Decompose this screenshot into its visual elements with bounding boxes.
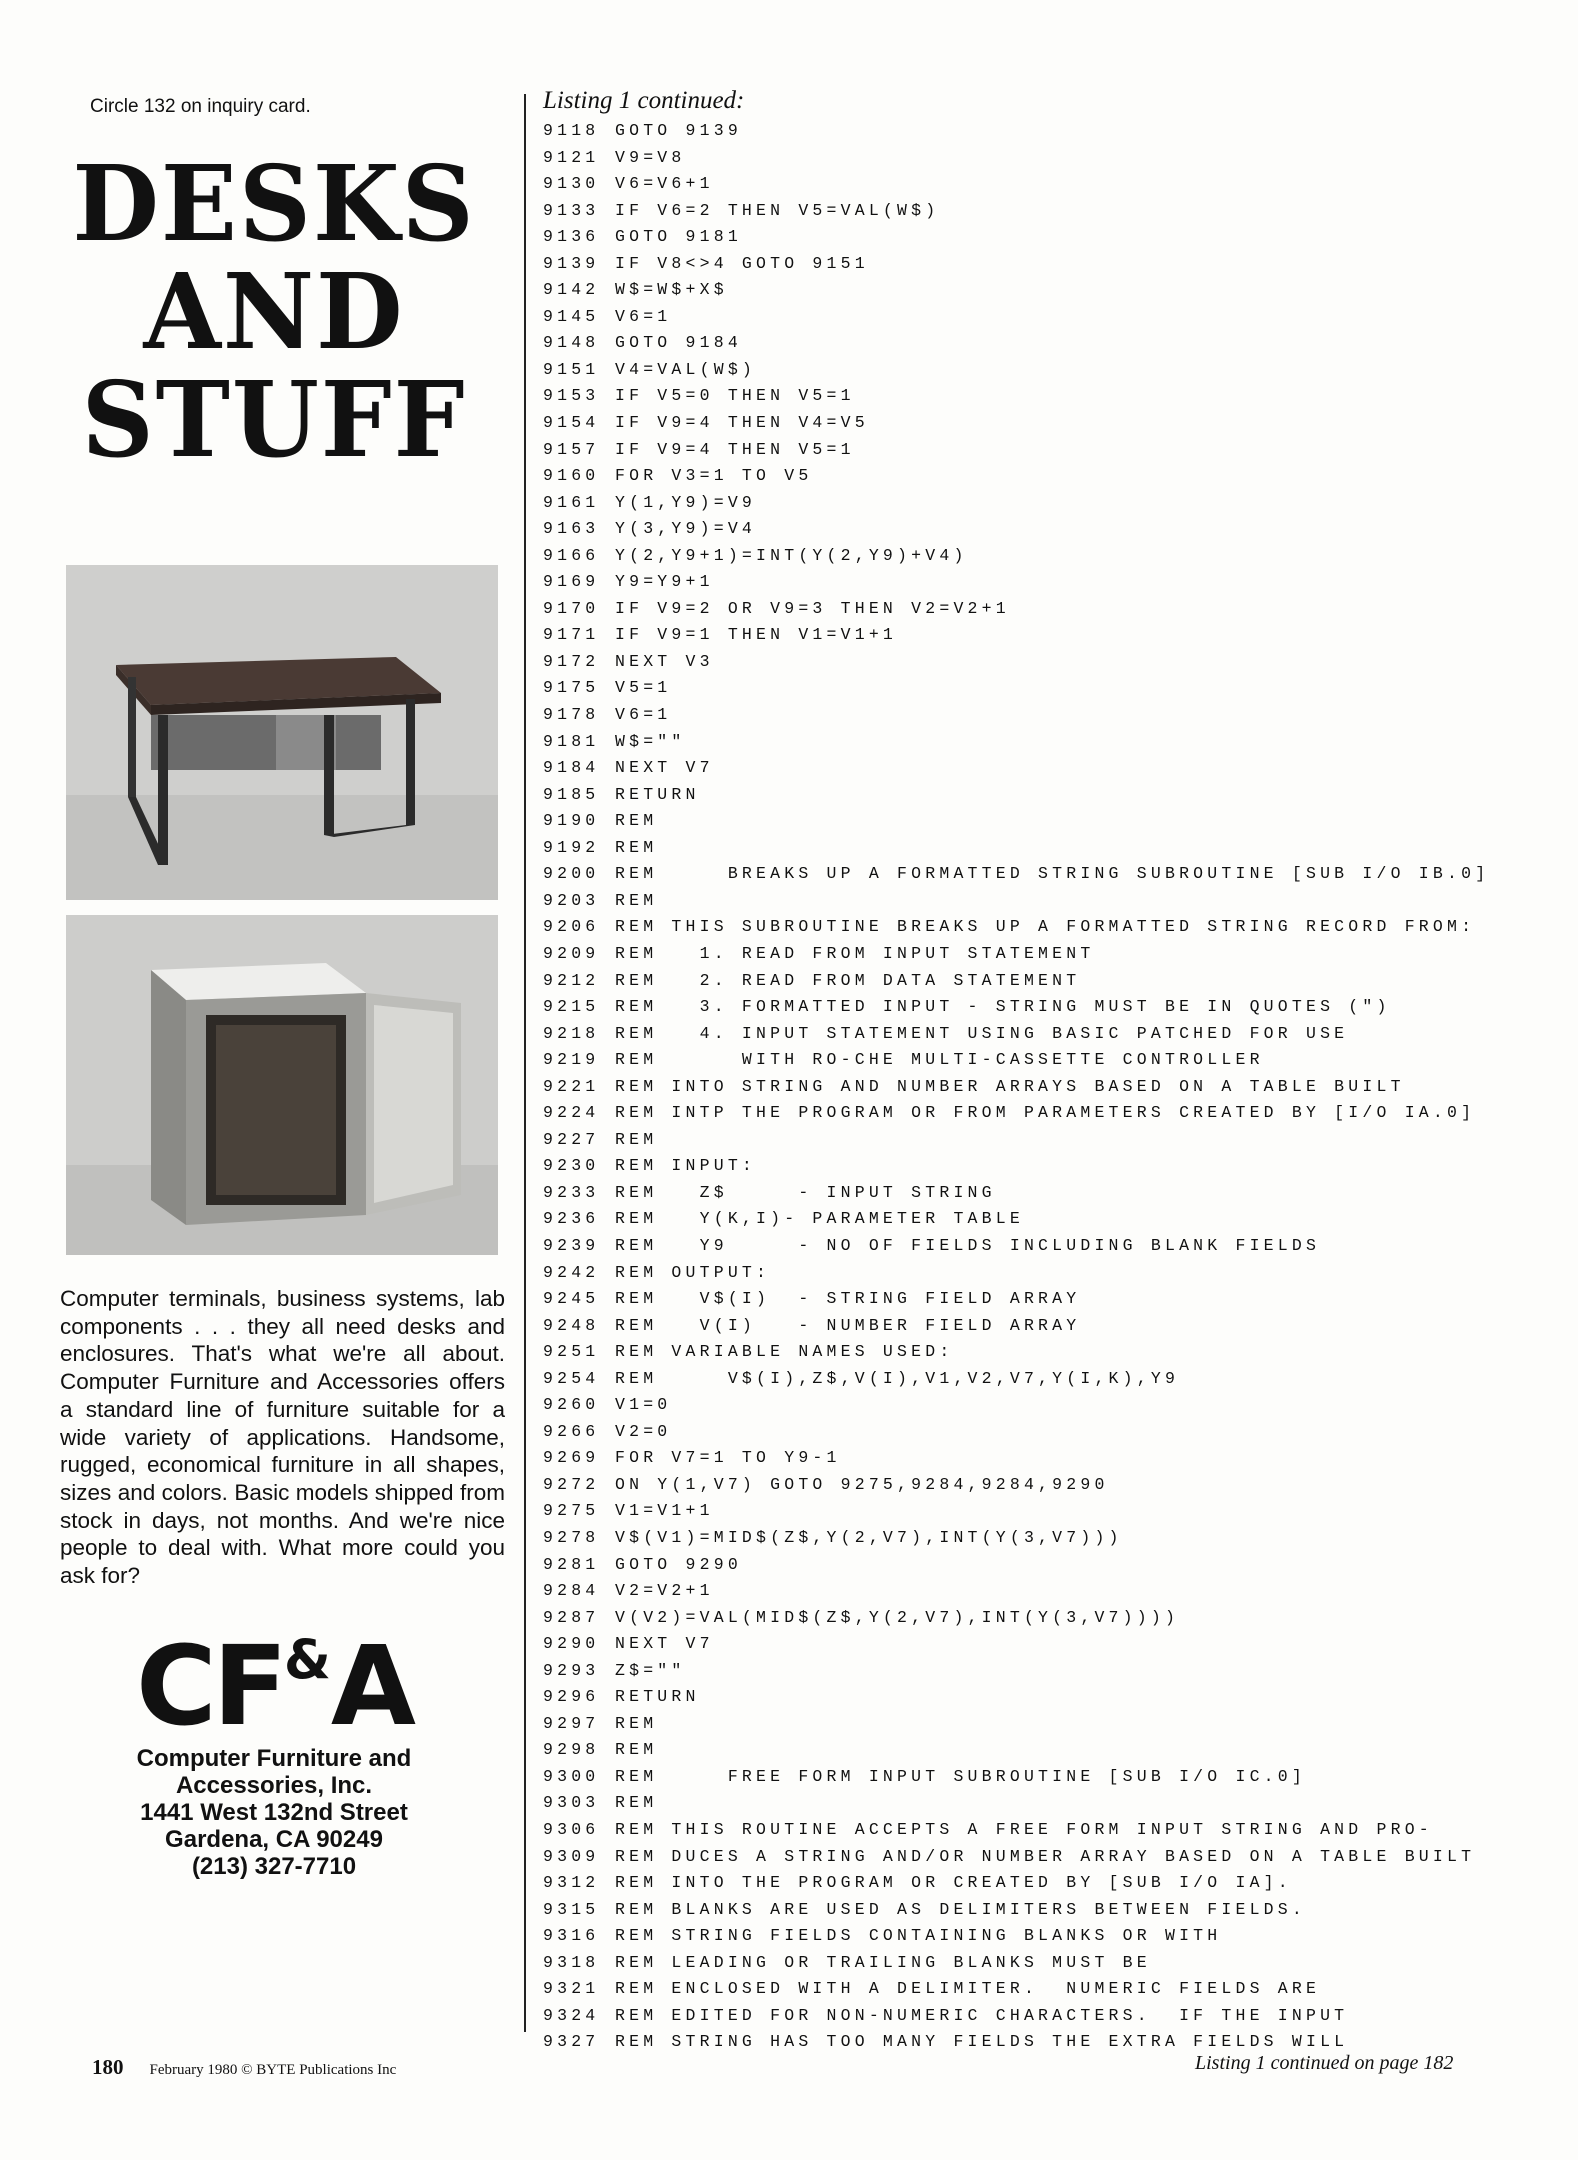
line-number: 9321 <box>543 1979 600 1999</box>
statement: REM 1. READ FROM INPUT STATEMENT <box>615 943 1095 963</box>
line-number: 9293 <box>543 1660 600 1680</box>
code-line <box>543 1790 1553 1817</box>
code-line <box>543 1419 1553 1446</box>
code-line <box>543 1525 1553 1552</box>
line-number: 9163 <box>543 519 600 539</box>
statement: REM Y(K,I)- PARAMETER TABLE <box>615 1209 1024 1229</box>
code-line <box>543 1339 1553 1366</box>
statement: GOTO 9181 <box>615 227 742 247</box>
code-line <box>543 755 1553 782</box>
code-line <box>543 516 1553 543</box>
statement: REM <box>615 837 658 857</box>
address-line: Computer Furniture and <box>136 1745 412 1772</box>
page-footer <box>92 2055 396 2080</box>
code-line <box>543 622 1553 649</box>
code-line <box>543 569 1553 596</box>
code-line <box>543 1127 1553 1154</box>
code-line <box>543 914 1553 941</box>
line-number: 9145 <box>543 306 600 326</box>
statement: V6=1 <box>615 705 672 725</box>
code-line <box>543 1047 1553 1074</box>
code-line <box>543 808 1553 835</box>
statement: GOTO 9290 <box>615 1554 742 1574</box>
statement: V6=1 <box>615 306 672 326</box>
line-number: 9297 <box>543 1713 600 1733</box>
line-number: 9209 <box>543 943 600 963</box>
line-number: 9169 <box>543 572 600 592</box>
line-number: 9300 <box>543 1766 600 1786</box>
code-line <box>543 649 1553 676</box>
line-number: 9154 <box>543 413 600 433</box>
code-line <box>543 330 1553 357</box>
code-line <box>543 357 1553 384</box>
line-number: 9245 <box>543 1289 600 1309</box>
line-number: 9269 <box>543 1448 600 1468</box>
address-line: Accessories, Inc. <box>175 1772 373 1799</box>
line-number: 9118 <box>543 121 600 140</box>
code-line <box>543 1498 1553 1525</box>
line-number: 9316 <box>543 1926 600 1946</box>
code-line <box>543 994 1553 1021</box>
line-number: 9136 <box>543 227 600 247</box>
line-number: 9190 <box>543 811 600 831</box>
ad-body-copy: Computer terminals, business systems, lab components . . . they all need desks and enclosures. That's what we're all about. Computer Furniture and Accessories offers a standard line of furniture suitable for a wide variety of applications. Handsome, rugged, economical furniture in all shapes, sizes and colors. Basic models shipped from stock in days, not months. And we're nice people to deal with. What more could you ask for? <box>60 1286 505 1589</box>
statement: REM ENCLOSED WITH A DELIMITER. NUMERIC FIELDS ARE <box>615 1979 1321 1999</box>
line-number: 9324 <box>543 2005 600 2025</box>
statement: V$(V1)=MID$(Z$,Y(2,V7),INT(Y(3,V7))) <box>615 1527 1123 1547</box>
line-number: 9160 <box>543 466 600 486</box>
code-line <box>543 2003 1553 2030</box>
statement: REM BLANKS ARE USED AS DELIMITERS BETWEEN FIELDS. <box>615 1899 1306 1919</box>
code-line <box>543 1206 1553 1233</box>
code-line <box>543 1817 1553 1844</box>
publication-line: February 1980 © BYTE Publications Inc <box>149 2062 397 2078</box>
line-number: 9215 <box>543 997 600 1017</box>
line-number: 9327 <box>543 2032 600 2052</box>
line-number: 9227 <box>543 1129 600 1149</box>
line-number: 9151 <box>543 359 600 379</box>
line-number: 9309 <box>543 1846 600 1866</box>
code-line <box>543 145 1553 172</box>
line-number: 9298 <box>543 1740 600 1760</box>
line-number: 9248 <box>543 1315 600 1335</box>
code-line <box>543 1923 1553 1950</box>
code-line <box>543 1976 1553 2003</box>
code-line <box>543 1366 1553 1393</box>
statement: RETURN <box>615 1687 700 1707</box>
line-number: 9148 <box>543 333 600 353</box>
statement: Y(2,Y9+1)=INT(Y(2,Y9)+V4) <box>615 545 968 565</box>
statement: REM WITH RO-CHE MULTI-CASSETTE CONTROLLER <box>615 1050 1264 1070</box>
statement: REM STRING FIELDS CONTAINING BLANKS OR WITH <box>615 1926 1222 1946</box>
code-line <box>543 835 1553 862</box>
statement: NEXT V7 <box>615 1634 714 1654</box>
line-number: 9230 <box>543 1156 600 1176</box>
statement: REM VARIABLE NAMES USED: <box>615 1342 954 1362</box>
code-line <box>543 543 1553 570</box>
code-line <box>543 1313 1553 1340</box>
cabinet-photo <box>66 915 498 1255</box>
code-line <box>543 1605 1553 1632</box>
line-number: 9218 <box>543 1023 600 1043</box>
statement: Y9=Y9+1 <box>615 572 714 592</box>
statement: V1=0 <box>615 1395 672 1415</box>
statement: REM <box>615 890 658 910</box>
code-line <box>543 1552 1553 1579</box>
line-number: 9170 <box>543 598 600 618</box>
code-line <box>543 1180 1553 1207</box>
line-number: 9166 <box>543 545 600 565</box>
line-number: 9184 <box>543 758 600 778</box>
line-number: 9203 <box>543 890 600 910</box>
code-line <box>543 968 1553 995</box>
statement: NEXT V3 <box>615 651 714 671</box>
code-line <box>543 729 1553 756</box>
statement: IF V9=1 THEN V1=V1+1 <box>615 625 898 645</box>
logo-right: A <box>330 1622 413 1750</box>
code-line <box>543 410 1553 437</box>
address-line: (213) 327-7710 <box>191 1853 357 1880</box>
statement: Y(1,Y9)=V9 <box>615 492 757 512</box>
statement: REM THIS SUBROUTINE BREAKS UP A FORMATTED STRING RECORD FROM: <box>615 917 1476 937</box>
statement: REM 4. INPUT STATEMENT USING BASIC PATCHED FOR USE <box>615 1023 1349 1043</box>
line-number: 9278 <box>543 1527 600 1547</box>
code-line <box>543 1844 1553 1871</box>
statement: REM INTO THE PROGRAM OR CREATED BY [SUB I/O IA]. <box>615 1873 1292 1893</box>
line-number: 9178 <box>543 705 600 725</box>
code-line <box>543 118 1553 145</box>
line-number: 9266 <box>543 1421 600 1441</box>
statement: FOR V3=1 TO V5 <box>615 466 813 486</box>
statement: REM FREE FORM INPUT SUBROUTINE [SUB I/O IC.0] <box>615 1766 1306 1786</box>
code-line <box>543 1870 1553 1897</box>
inquiry-note: Circle 132 on inquiry card. <box>90 96 311 117</box>
statement: V6=V6+1 <box>615 174 714 194</box>
desk-illustration <box>66 565 498 900</box>
line-number: 9175 <box>543 678 600 698</box>
code-line <box>543 1950 1553 1977</box>
headline-line: DESKS <box>72 142 476 265</box>
statement: ON Y(1,V7) GOTO 9275,9284,9284,9290 <box>615 1474 1109 1494</box>
code-line <box>543 782 1553 809</box>
listing-continued-note: Listing 1 continued on page 182 <box>1195 2052 1454 2074</box>
code-line <box>543 490 1553 517</box>
statement: V2=V2+1 <box>615 1581 714 1601</box>
cfa-logo <box>50 1600 498 1750</box>
line-number: 9121 <box>543 147 600 167</box>
line-number: 9315 <box>543 1899 600 1919</box>
statement: REM LEADING OR TRAILING BLANKS MUST BE <box>615 1952 1151 1972</box>
code-line <box>543 198 1553 225</box>
line-number: 9281 <box>543 1554 600 1574</box>
code-line <box>543 277 1553 304</box>
ad-headline <box>59 142 489 481</box>
statement: REM <box>615 1713 658 1733</box>
line-number: 9318 <box>543 1952 600 1972</box>
company-address <box>50 1745 498 1880</box>
line-number: 9181 <box>543 731 600 751</box>
line-number: 9236 <box>543 1209 600 1229</box>
code-line <box>543 1578 1553 1605</box>
desk-photo <box>66 565 498 900</box>
statement: IF V9=4 THEN V5=1 <box>615 439 855 459</box>
line-number: 9290 <box>543 1634 600 1654</box>
line-number: 9185 <box>543 784 600 804</box>
statement: IF V9=2 OR V9=3 THEN V2=V2+1 <box>615 598 1010 618</box>
line-number: 9275 <box>543 1501 600 1521</box>
statement: REM INPUT: <box>615 1156 757 1176</box>
statement: GOTO 9184 <box>615 333 742 353</box>
statement: REM Y9 - NO OF FIELDS INCLUDING BLANK FIELDS <box>615 1235 1321 1255</box>
line-number: 9284 <box>543 1581 600 1601</box>
statement: W$="" <box>615 731 686 751</box>
statement: REM INTO STRING AND NUMBER ARRAYS BASED ON A TABLE BUILT <box>615 1076 1405 1096</box>
code-line <box>543 383 1553 410</box>
statement: REM THIS ROUTINE ACCEPTS A FREE FORM INPUT STRING AND PRO- <box>615 1820 1433 1839</box>
code-line <box>543 1021 1553 1048</box>
code-line <box>543 251 1553 278</box>
statement: RETURN <box>615 784 700 804</box>
code-line <box>543 1445 1553 1472</box>
code-line <box>543 1233 1553 1260</box>
statement: V(V2)=VAL(MID$(Z$,Y(2,V7),INT(Y(3,V7)))) <box>615 1607 1180 1627</box>
line-number: 9130 <box>543 174 600 194</box>
address-line: Gardena, CA 90249 <box>165 1826 383 1853</box>
line-number: 9254 <box>543 1368 600 1388</box>
line-number: 9161 <box>543 492 600 512</box>
line-number: 9157 <box>543 439 600 459</box>
code-line <box>543 1764 1553 1791</box>
code-line <box>543 1153 1553 1180</box>
statement: Y(3,Y9)=V4 <box>615 519 757 539</box>
code-line <box>543 1392 1553 1419</box>
line-number: 9172 <box>543 651 600 671</box>
code-line <box>543 941 1553 968</box>
code-line <box>543 888 1553 915</box>
statement: W$=W$+X$ <box>615 280 728 300</box>
line-number: 9251 <box>543 1342 600 1362</box>
line-number: 9133 <box>543 200 600 220</box>
code-listing <box>543 84 1553 2056</box>
code-line <box>543 1897 1553 1924</box>
code-line <box>543 861 1553 888</box>
code-line <box>543 304 1553 331</box>
line-number: 9206 <box>543 917 600 937</box>
code-line <box>543 437 1553 464</box>
code-line <box>543 1711 1553 1738</box>
statement: REM DUCES A STRING AND/OR NUMBER ARRAY BASED ON A TABLE BUILT <box>615 1846 1476 1866</box>
code-line <box>543 1684 1553 1711</box>
statement: V5=1 <box>615 678 672 698</box>
line-number: 9260 <box>543 1395 600 1415</box>
code-lines <box>543 118 1553 2056</box>
code-line <box>543 1286 1553 1313</box>
statement: IF V8<>4 GOTO 9151 <box>615 253 869 273</box>
line-number: 9239 <box>543 1235 600 1255</box>
line-number: 9233 <box>543 1182 600 1202</box>
line-number: 9212 <box>543 970 600 990</box>
statement: V4=VAL(W$) <box>615 359 757 379</box>
statement: REM <box>615 1129 658 1149</box>
statement: REM 2. READ FROM DATA STATEMENT <box>615 970 1081 990</box>
statement: V9=V8 <box>615 147 686 167</box>
line-number: 9200 <box>543 864 600 884</box>
statement: REM 3. FORMATTED INPUT - STRING MUST BE IN QUOTES (") <box>615 997 1391 1017</box>
statement: FOR V7=1 TO Y9-1 <box>615 1448 841 1468</box>
line-number: 9287 <box>543 1607 600 1627</box>
cabinet-illustration <box>66 915 498 1255</box>
statement: REM V$(I),Z$,V(I),V1,V2,V7,Y(I,K),Y9 <box>615 1368 1180 1388</box>
line-number: 9221 <box>543 1076 600 1096</box>
statement: IF V9=4 THEN V4=V5 <box>615 413 869 433</box>
line-number: 9296 <box>543 1687 600 1707</box>
statement: REM EDITED FOR NON-NUMERIC CHARACTERS. IF THE INPUT <box>615 2005 1349 2025</box>
listing-header: Listing 1 continued: <box>543 87 745 114</box>
code-line <box>543 171 1553 198</box>
address-line: 1441 West 132nd Street <box>140 1799 408 1826</box>
statement: REM <box>615 1793 658 1813</box>
statement: REM <box>615 1740 658 1760</box>
line-number: 9219 <box>543 1050 600 1070</box>
line-number: 9139 <box>543 253 600 273</box>
statement: GOTO 9139 <box>615 121 742 140</box>
code-line <box>543 1100 1553 1127</box>
code-line <box>543 702 1553 729</box>
code-line <box>543 1737 1553 1764</box>
statement: IF V6=2 THEN V5=VAL(W$) <box>615 200 940 220</box>
statement: REM INTP THE PROGRAM OR FROM PARAMETERS CREATED BY [I/O IA.0] <box>615 1103 1476 1123</box>
code-line <box>543 1658 1553 1685</box>
statement: REM <box>615 811 658 831</box>
column-divider <box>524 94 526 2032</box>
statement: NEXT V7 <box>615 758 714 778</box>
page-number: 180 <box>92 2055 124 2079</box>
statement: REM V$(I) - STRING FIELD ARRAY <box>615 1289 1081 1309</box>
line-number: 9224 <box>543 1103 600 1123</box>
line-number: 9272 <box>543 1474 600 1494</box>
line-number: 9242 <box>543 1262 600 1282</box>
line-number: 9306 <box>543 1820 600 1839</box>
code-line <box>543 1472 1553 1499</box>
code-line <box>543 1074 1553 1101</box>
code-line <box>543 596 1553 623</box>
statement: REM STRING HAS TOO MANY FIELDS THE EXTRA FIELDS WILL <box>615 2032 1349 2052</box>
statement: REM Z$ - INPUT STRING <box>615 1182 996 1202</box>
line-number: 9153 <box>543 386 600 406</box>
statement: Z$="" <box>615 1660 686 1680</box>
statement: V1=V1+1 <box>615 1501 714 1521</box>
statement: REM V(I) - NUMBER FIELD ARRAY <box>615 1315 1081 1335</box>
headline-line: AND <box>143 250 405 373</box>
code-line <box>543 1260 1553 1287</box>
line-number: 9171 <box>543 625 600 645</box>
logo-ampersand: & <box>283 1628 331 1691</box>
statement: REM BREAKS UP A FORMATTED STRING SUBROUTINE [SUB I/O IB.0] <box>615 864 1490 884</box>
logo-left: CF <box>135 1622 284 1750</box>
statement: IF V5=0 THEN V5=1 <box>615 386 855 406</box>
code-line <box>543 675 1553 702</box>
headline-line: STUFF <box>81 358 467 481</box>
code-line <box>543 1631 1553 1658</box>
line-number: 9192 <box>543 837 600 857</box>
line-number: 9312 <box>543 1873 600 1893</box>
line-number: 9303 <box>543 1793 600 1813</box>
code-line <box>543 463 1553 490</box>
statement: REM OUTPUT: <box>615 1262 771 1282</box>
line-number: 9142 <box>543 280 600 300</box>
statement: V2=0 <box>615 1421 672 1441</box>
code-line <box>543 224 1553 251</box>
